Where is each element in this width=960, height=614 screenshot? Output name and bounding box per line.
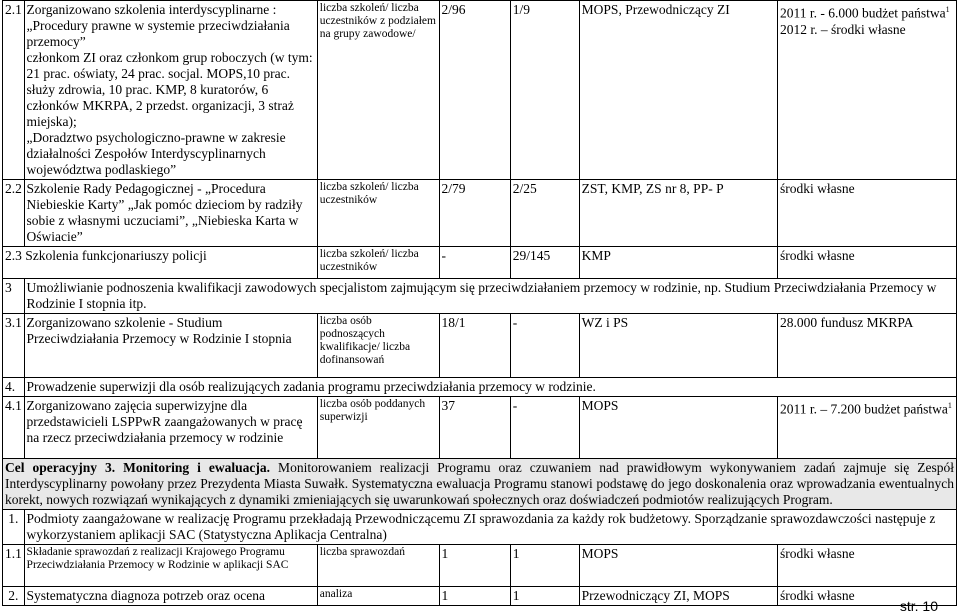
indicator: liczba szkoleń/ liczba uczestników (317, 247, 439, 279)
table-row (3, 587, 957, 606)
value-2012: - (510, 397, 579, 459)
page-number: str. 10 (899, 598, 938, 614)
task-heading: Umożliwianie podnoszenia kwalifikacji zawodowych specjalistom zajmującym się przeciwdziałaniem przemocy w rodzinie, np. Studium Przeciwdziałania Przemocy w Rodzinie I stopnia itp. (24, 279, 956, 314)
value-2011: 2/96 (439, 1, 510, 180)
task-heading: Prowadzenie superwizji dla osób realizujących zadania programu przeciwdziałania przemocy w rodzinie. (24, 378, 956, 397)
funding-line: 2012 r. – środki własne (780, 21, 906, 37)
value-2012: 29/145 (510, 247, 579, 279)
row-number: 2. (3, 587, 25, 606)
row-number: 1. (3, 510, 25, 545)
value-2011: 18/1 (439, 314, 510, 378)
responsible: MOPS, Przewodniczący ZI (579, 1, 777, 180)
value-2012: 1 (510, 545, 579, 587)
desc-line: „Procedury prawne w systemie przeciwdziałania przemocy” (26, 18, 290, 49)
funding-source: środki własne (778, 545, 957, 587)
table-row (3, 180, 957, 247)
value-2012: 2/25 (510, 180, 579, 247)
table-row (3, 510, 957, 545)
responsible: KMP (579, 247, 777, 279)
funding-source (778, 1, 957, 180)
responsible: MOPS (579, 397, 777, 459)
table-row (3, 397, 957, 459)
table-row (3, 247, 957, 279)
funding-line: 2011 r. - 6.000 budżet państwa (780, 5, 946, 21)
row-number: 3 (3, 279, 25, 314)
value-2011: - (439, 247, 510, 279)
row-number: 2.1 (3, 1, 25, 180)
task-description (24, 1, 317, 180)
value-2011: 1 (439, 545, 510, 587)
funding-source: środki własne (778, 587, 957, 606)
row-number: 1.1 (3, 545, 25, 587)
indicator: liczba sprawozdań (317, 545, 439, 587)
footnote-mark: 1 (945, 5, 950, 14)
indicator: liczba szkoleń/ liczba uczestników z podziałem na grupy zawodowe/ (317, 1, 439, 180)
funding-source (778, 397, 957, 459)
goal-label: Cel operacyjny 3. Monitoring i ewaluacja. (5, 460, 271, 475)
value-2012: 1/9 (510, 1, 579, 180)
row-number: 2.2 (3, 180, 25, 247)
funding-source: 28.000 fundusz MKRPA (778, 314, 957, 378)
task-description (3, 247, 318, 279)
table-row (3, 1, 957, 180)
value-2011: 2/79 (439, 180, 510, 247)
goal-text: Monitorowaniem realizacji Programu oraz czuwaniem nad prawidłowym wykonywaniem zadań zajmuje się Zespół Interdyscyplinarny powołany przez Prezydenta Miasta Suwałk. Systematyczna ewaluacja Programu stanowi podstawę do jego doskonalenia oraz wprowadzania ewentualnych korekt, nowych rozwiązań wynikających z dynamiki zmieniających się uwarunkowań społecznych oraz doświadczeń podmiotów realizujących Program. (5, 460, 955, 507)
indicator: liczba osób podnoszących kwalifikacje/ liczba dofinansowań (317, 314, 439, 378)
table-row (3, 545, 957, 587)
funding-source: środki własne (778, 180, 957, 247)
row-number: 4. (3, 378, 25, 397)
table-row (3, 459, 957, 510)
task-description: Systematyczna diagnoza potrzeb oraz ocena (24, 587, 317, 606)
footnote-mark: 1 (947, 401, 952, 410)
value-2012: 1 (510, 587, 579, 606)
desc-text: Szkolenia funkcjonariuszy policji (25, 248, 207, 263)
task-description: Zorganizowano zajęcia superwizyjne dla przedstawicieli LSPPwR zaangażowanych w pracę na rzecz przeciwdziałania przemocy w rodzinie (24, 397, 317, 459)
row-number: 4.1 (3, 397, 25, 459)
responsible: MOPS (579, 545, 777, 587)
responsible: WZ i PS (579, 314, 777, 378)
value-2011: 1 (439, 587, 510, 606)
desc-line: Zorganizowano szkolenia interdyscyplinarne : (26, 2, 277, 17)
indicator: liczba osób poddanych superwizji (317, 397, 439, 459)
desc-line: członkom ZI oraz członkom grup roboczych (w tym: 21 prac. oświaty, 24 prac. socjal. MOPS,10 prac. służy zdrowia, 10 prac. KMP, 8 kuratorów, 6 członków MKRPA, 2 przedst. organizacji, 3 straż miejska); (26, 50, 313, 129)
operational-goal (3, 459, 957, 510)
table-row (3, 314, 957, 378)
value-2011: 37 (439, 397, 510, 459)
task-heading: Podmioty zaangażowane w realizację Programu przekładają Przewodniczącemu ZI sprawozdania za każdy rok budżetowy. Sporządzanie sprawozdawczości następuje z wykorzystaniem aplikacji SAC (Statystyczna Aplikacja Centralna) (24, 510, 956, 545)
value-2012: - (510, 314, 579, 378)
desc-line: „Doradztwo psychologiczno-prawne w zakresie działalności Zespołów Interdyscyplinarnych województwa podlaskiego” (26, 130, 286, 177)
funding-source: środki własne (778, 247, 957, 279)
table-row (3, 279, 957, 314)
task-description: Składanie sprawozdań z realizacji Krajowego Programu Przeciwdziałania Przemocy w Rodzinie w aplikacji SAC (24, 545, 317, 587)
responsible: ZST, KMP, ZS nr 8, PP- P (579, 180, 777, 247)
table-row (3, 378, 957, 397)
row-number: 2.3 (5, 248, 22, 263)
task-description: Szkolenie Rady Pedagogicznej - „Procedura Niebieskie Karty” „Jak pomóc dzieciom by radziły sobie z własnymi uczuciami”, „Niebieska Karta w Oświacie” (24, 180, 317, 247)
program-table (2, 0, 957, 606)
funding-line: 2011 r. – 7.200 budżet państwa (780, 401, 948, 417)
row-number: 3.1 (3, 314, 25, 378)
indicator: analiza (317, 587, 439, 606)
indicator: liczba szkoleń/ liczba uczestników (317, 180, 439, 247)
responsible: Przewodniczący ZI, MOPS (579, 587, 777, 606)
task-description: Zorganizowano szkolenie - Studium Przeciwdziałania Przemocy w Rodzinie I stopnia (24, 314, 317, 378)
